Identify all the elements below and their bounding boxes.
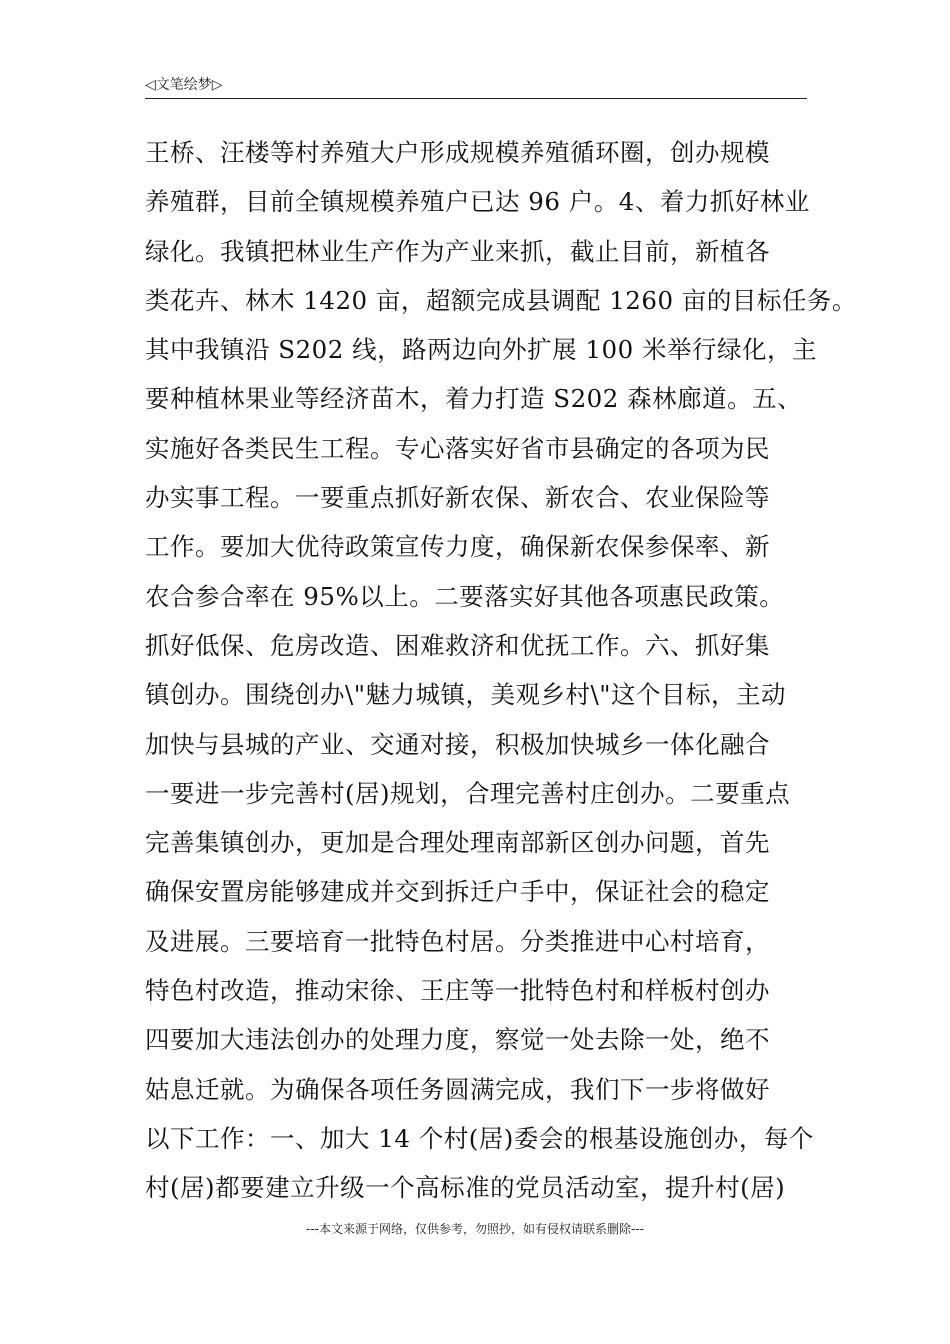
body-line: 绿化。我镇把林业生产作为产业来抓，截止目前，新植各 xyxy=(145,236,770,266)
header-title: ◁文笔绘梦▷ xyxy=(145,77,223,93)
body-line: 农合参合率在 95%以上。二要落实好其他各项惠民政策。 xyxy=(145,581,785,611)
page-footer: ---本文来源于网络，仅供参考，勿照抄，如有侵权请联系删除--- xyxy=(306,1222,644,1236)
body-line: 镇创办。围绕创办\"魅力城镇，美观乡村\"这个目标，主动 xyxy=(145,680,787,710)
body-line: 一要进一步完善村(居)规划，合理完善村庄创办。二要重点 xyxy=(145,778,791,808)
body-line: 工作。要加大优待政策宣传力度，确保新农保参保率、新 xyxy=(145,532,770,562)
page-header xyxy=(145,72,807,99)
body-line: 及进展。三要培育一批特色村居。分类推进中心村培育， xyxy=(145,926,770,956)
body-line: 特色村改造，推动宋徐、王庄等一批特色村和样板村创办 xyxy=(145,976,770,1006)
body-line: 办实事工程。一要重点抓好新农保、新农合、农业保险等 xyxy=(145,483,770,513)
body-line: 确保安置房能够建成并交到拆迁户手中，保证社会的稳定 xyxy=(145,877,770,907)
body-line: 村(居)都要建立升级一个高标准的党员活动室，提升村(居) xyxy=(145,1173,786,1203)
body-line: 类花卉、林木 1420 亩，超额完成县调配 1260 亩的目标任务。 xyxy=(145,285,857,315)
body-line: 四要加大违法创办的处理力度，察觉一处去除一处，绝不 xyxy=(145,1025,770,1055)
body-line: 加快与县城的产业、交通对接，积极加快城乡一体化融合 xyxy=(145,729,770,759)
document-body xyxy=(145,128,857,1213)
body-line: 王桥、汪楼等村养殖大户形成规模养殖循环圈，创办规模 xyxy=(145,138,770,167)
body-line: 以下工作：一、加大 14 个村(居)委会的根基设施创办，每个 xyxy=(145,1123,814,1153)
body-line: 其中我镇沿 S202 线，路两边向外扩展 100 米举行绿化，主 xyxy=(145,335,817,365)
body-line: 要种植林果业等经济苗木，着力打造 S202 森林廊道。五、 xyxy=(145,384,803,414)
body-line: 完善集镇创办，更加是合理处理南部新区创办问题，首先 xyxy=(145,828,770,858)
body-line: 养殖群，目前全镇规模养殖户已达 96 户。4、着力抓好林业 xyxy=(145,187,810,217)
body-line: 姑息迁就。为确保各项任务圆满完成，我们下一步将做好 xyxy=(145,1074,770,1104)
body-line: 实施好各类民生工程。专心落实好省市县确定的各项为民 xyxy=(145,433,770,463)
body-line: 抓好低保、危房改造、困难救济和优抚工作。六、抓好集 xyxy=(145,630,770,660)
